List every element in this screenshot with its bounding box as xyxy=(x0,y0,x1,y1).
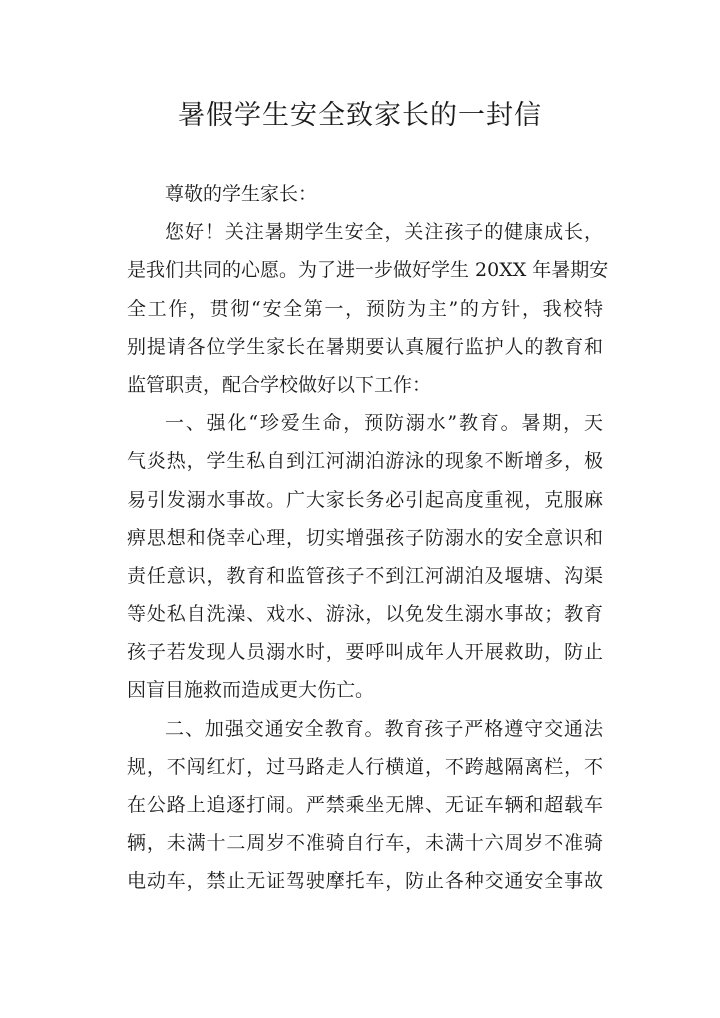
paragraph-line: 别提请各位学生家长在暑期要认真履行监护人的教育和 xyxy=(127,335,603,358)
paragraph-line: 因盲目施救而造成更大伤亡。 xyxy=(127,679,375,702)
letter-body xyxy=(127,175,609,901)
paragraph-line: 规，不闯红灯，过马路走人行横道，不跨越隔离栏，不 xyxy=(127,755,603,778)
paragraph-line: 责任意识，教育和监管孩子不到江河湖泊及堰塘、沟渠 xyxy=(127,564,603,587)
paragraph-line: 电动车，禁止无证驾驶摩托车，防止各种交通安全事故 xyxy=(127,870,603,893)
paragraph-line: 易引发溺水事故。广大家长务必引起高度重视，克服麻 xyxy=(127,488,603,511)
paragraph-line: 气炎热，学生私自到江河湖泊游泳的现象不断增多，极 xyxy=(127,450,603,473)
paragraph-line: 是我们共同的心愿。为了进一步做好学生 20XX 年暑期安 xyxy=(127,259,609,282)
paragraph-line: 一、强化“珍爱生命，预防溺水”教育。暑期，天 xyxy=(165,412,603,435)
salutation: 尊敬的学生家长： xyxy=(165,183,318,205)
paragraph-line: 孩子若发现人员溺水时，要呼叫成年人开展救助，防止 xyxy=(127,641,603,664)
paragraph-line: 二、加强交通安全教育。教育孩子严格遵守交通法 xyxy=(165,717,603,740)
paragraph-line: 您好！关注暑期学生安全，关注孩子的健康成长， xyxy=(165,221,603,244)
paragraph-line: 监管职责，配合学校做好以下工作： xyxy=(127,373,432,396)
paragraph-line: 在公路上追逐打闹。严禁乘坐无牌、无证车辆和超载车 xyxy=(127,794,603,816)
paragraph-line: 辆，未满十二周岁不准骑自行车，未满十六周岁不准骑 xyxy=(127,832,603,855)
paragraph-line: 痹思想和侥幸心理，切实增强孩子防溺水的安全意识和 xyxy=(127,526,603,549)
document-title: 暑假学生安全致家长的一封信 xyxy=(178,100,542,131)
paragraph-line: 等处私自洗澡、戏水、游泳，以免发生溺水事故；教育 xyxy=(127,603,603,626)
paragraph-line: 全工作，贯彻“安全第一，预防为主”的方针，我校特 xyxy=(127,297,603,320)
